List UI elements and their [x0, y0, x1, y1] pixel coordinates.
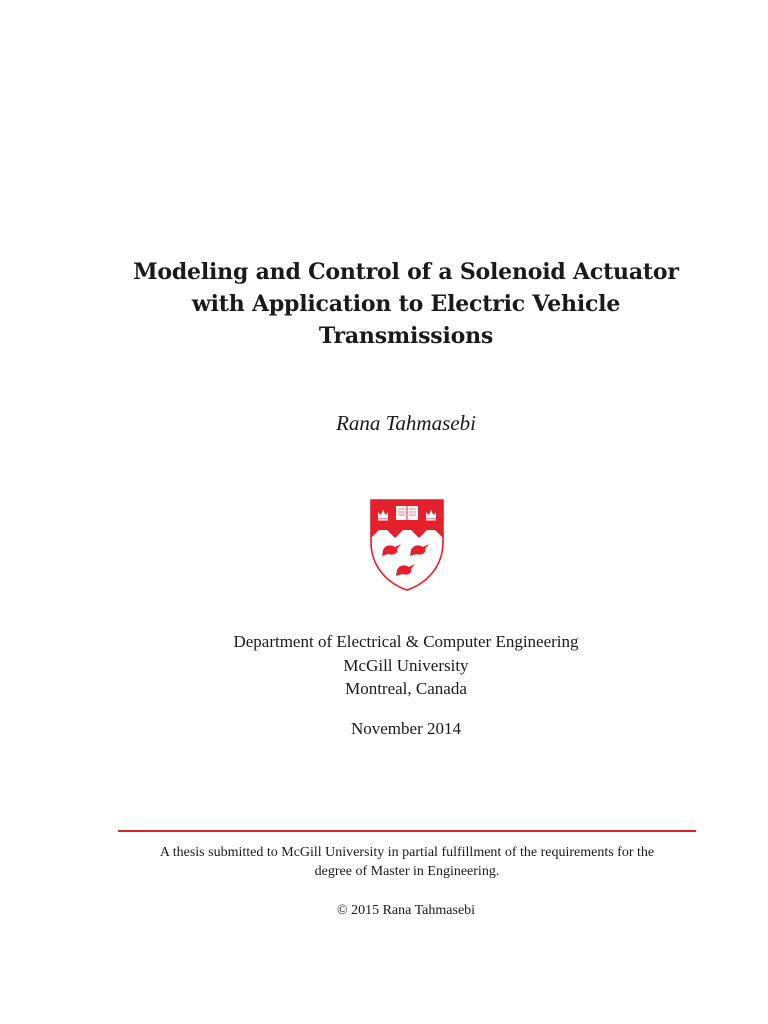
- mcgill-crest-icon: [369, 498, 445, 592]
- university-name: McGill University: [343, 655, 469, 675]
- thesis-title-line: Transmissions: [318, 323, 494, 349]
- thesis-statement-line: degree of Master in Engineering.: [314, 864, 500, 879]
- copyright-notice: © 2015 Rana Tahmasebi: [336, 903, 476, 918]
- thesis-title-line: with Application to Electric Vehicle: [191, 291, 621, 317]
- submission-date: November 2014: [350, 719, 461, 738]
- affiliation: [100, 630, 712, 701]
- thesis-statement-line: A thesis submitted to McGill University in partial fulfillment of the requirements for the: [159, 845, 655, 860]
- thesis-title-line: Modeling and Control of a Solenoid Actuator: [133, 259, 679, 285]
- department-name: Department of Electrical & Computer Engineering: [233, 632, 579, 651]
- location: Montreal, Canada: [345, 679, 467, 698]
- horizontal-rule: [118, 830, 696, 832]
- thesis-title: [100, 256, 712, 352]
- author-name: Rana Tahmasebi: [336, 411, 476, 435]
- thesis-statement: [110, 843, 704, 881]
